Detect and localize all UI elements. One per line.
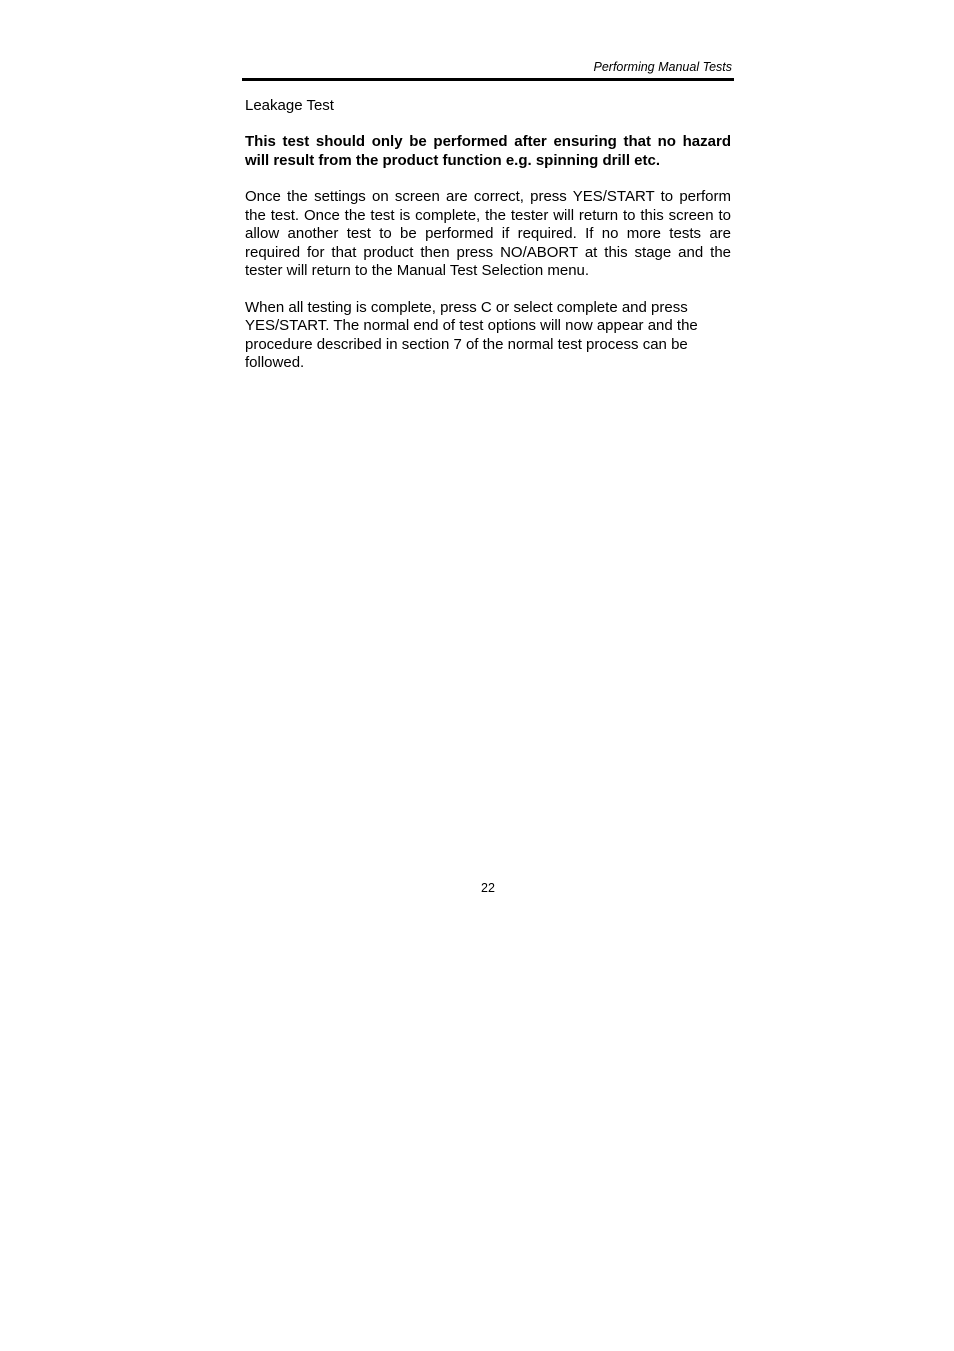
page-content <box>245 96 731 373</box>
running-head: Performing Manual Tests <box>593 60 732 74</box>
paragraph-complete-testing: When all testing is complete, press C or select complete and press YES/START. The normal end of test options will now appear and the procedure described in section 7 of the normal test process can be followed. <box>245 298 698 371</box>
section-title: Leakage Test <box>245 97 334 114</box>
safety-warning: This test should only be performed after ensuring that no hazard will result from the product function e.g. spinning drill etc. <box>245 133 731 169</box>
page-number: 22 <box>481 881 495 895</box>
page-header <box>242 58 734 81</box>
paragraph-perform-test: Once the settings on screen are correct, press YES/START to perform the test. Once the test is complete, the tester will return to this screen to allow another test to be performed if required. If no more tests are required for that product then press NO/ABORT at this stage and the tester will return to the Manual Test Selection menu. <box>245 188 731 279</box>
